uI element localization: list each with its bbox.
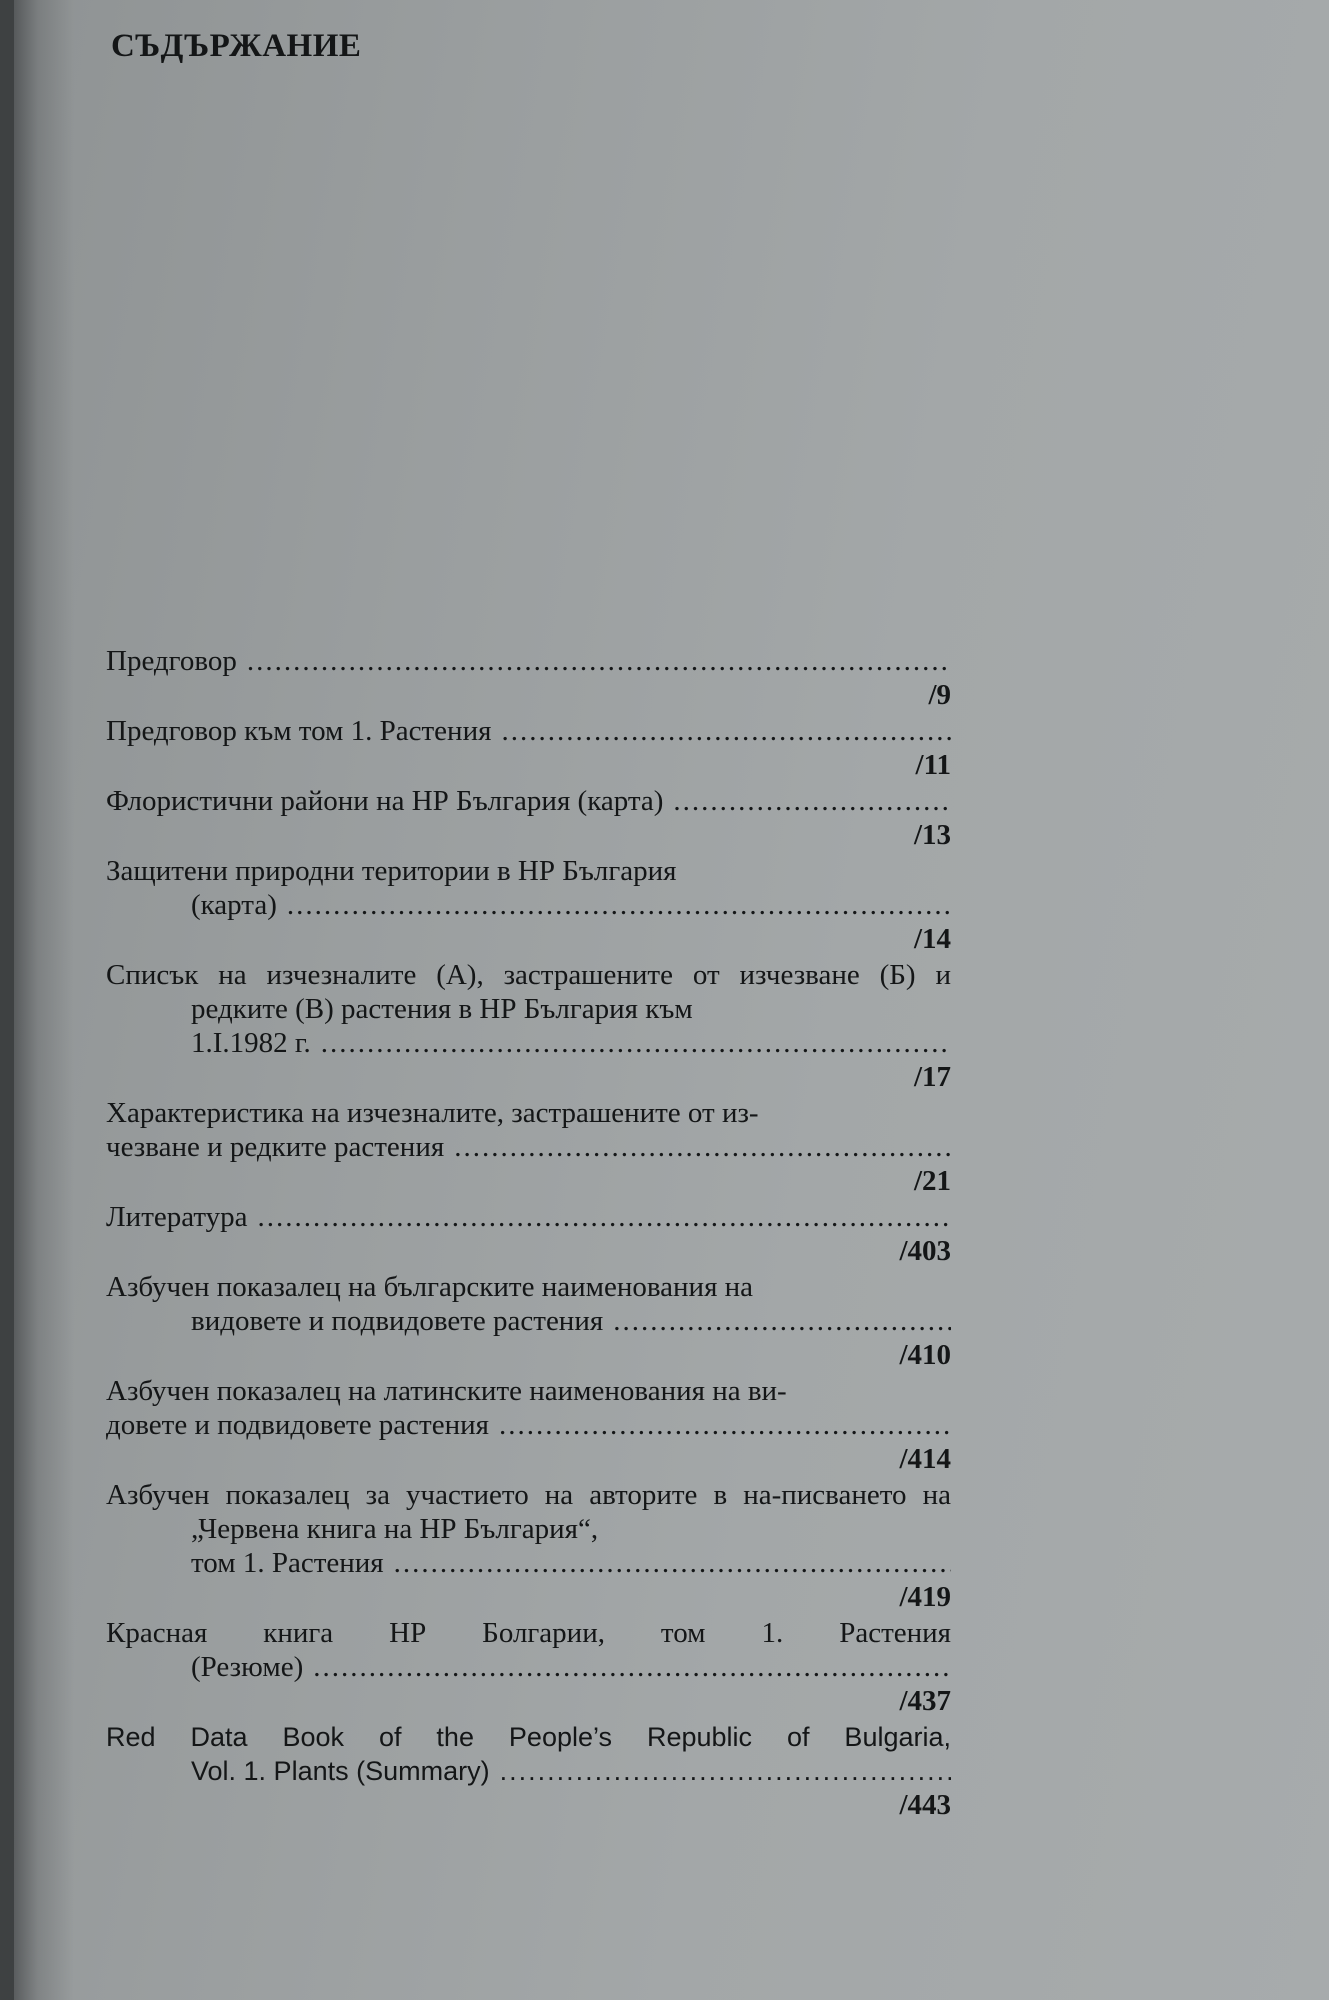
toc-entry-line (106, 888, 951, 922)
toc-entry (106, 854, 951, 956)
toc-entry (106, 1200, 951, 1268)
toc-entry-title-cont: Vol. 1. Plants (Summary) (191, 1756, 490, 1786)
toc-entry-title: Флористични райони на НР България (карта) (106, 785, 664, 817)
toc-entry-line (106, 644, 951, 678)
toc-entry-line (106, 1200, 951, 1234)
toc-entry-title: Предговор към том 1. Растения (106, 715, 492, 747)
toc-page-number: /410 (899, 1339, 951, 1371)
toc-entry-title: Азбучен показалец на латинските наименования на ви- (106, 1375, 787, 1407)
toc-entry-line (106, 784, 951, 818)
dot-leader (499, 1408, 951, 1442)
toc-entry (106, 714, 951, 782)
toc-page-number: /419 (899, 1581, 951, 1613)
toc-entry-line (106, 1130, 951, 1164)
toc-entry (106, 1720, 951, 1822)
book-page (14, 0, 1329, 2000)
toc-entry-line (106, 1754, 951, 1788)
toc-entry-line (106, 1026, 951, 1060)
toc-entry-line (106, 1650, 951, 1684)
dot-leader (394, 1546, 951, 1580)
toc-entry (106, 784, 951, 852)
dot-leader (287, 888, 951, 922)
toc-entry-line (106, 1304, 951, 1338)
dot-leader (313, 1650, 951, 1684)
toc-entry-title-cont: 1.I.1982 г. (191, 1027, 311, 1059)
gutter-shadow (14, 0, 74, 2000)
toc-entry-title: Азбучен показалец на българските наименования на (106, 1271, 754, 1303)
dot-leader (321, 1026, 951, 1060)
toc-page-number: /17 (913, 1061, 951, 1093)
toc-page-number: /443 (899, 1789, 951, 1821)
toc-page-number: /21 (913, 1165, 951, 1197)
toc-entry-title: Литература (106, 1201, 248, 1233)
toc-entry-title-cont: (Резюме) (191, 1651, 304, 1683)
toc-entry-title: Списък на изчезналите (А), застрашените от изчезване (Б) и редките (В) растения в НР България към (106, 959, 951, 1025)
toc-entry-title: Red Data Book of the People’s Republic of Bulgaria, (106, 1722, 951, 1752)
dot-leader (258, 1200, 951, 1234)
toc-entry-title-cont: чезване и редките растения (106, 1131, 445, 1163)
toc-entry (106, 1374, 951, 1476)
dot-leader (673, 784, 951, 818)
toc-entry-line (106, 1408, 951, 1442)
toc-page-number: /437 (899, 1685, 951, 1717)
toc-entry-title-cont: видовете и подвидовете растения (191, 1305, 604, 1337)
toc-entry-title-cont: том 1. Растения (191, 1547, 384, 1579)
toc-page-number: /414 (899, 1443, 951, 1475)
dot-leader (501, 714, 951, 748)
toc-page-number: /14 (913, 923, 951, 955)
toc-entry (106, 958, 951, 1094)
dot-leader (247, 644, 951, 678)
toc-entry (106, 644, 951, 712)
toc-entry-line (106, 714, 951, 748)
table-of-contents (106, 644, 951, 1824)
toc-entry-title: Азбучен показалец за участието на авторите в на-писването на „Червена книга на НР България“, (106, 1479, 951, 1545)
toc-page-number: /9 (928, 679, 951, 711)
dot-leader (454, 1130, 951, 1164)
dot-leader (500, 1754, 951, 1788)
toc-entry (106, 1270, 951, 1372)
toc-entry (106, 1616, 951, 1718)
toc-page-number: /403 (899, 1235, 951, 1267)
toc-entry-title: Предговор (106, 645, 237, 677)
page-title: СЪДЪРЖАНИЕ (111, 28, 362, 64)
toc-page-number: /13 (913, 819, 951, 851)
toc-page-number: /11 (915, 749, 951, 781)
toc-entry-line (106, 1546, 951, 1580)
dot-leader (613, 1304, 951, 1338)
toc-entry-title: Красная книга НР Болгарии, том 1. Растения (106, 1617, 951, 1649)
toc-entry-title: Защитени природни територии в НР България (106, 855, 677, 887)
toc-entry (106, 1478, 951, 1614)
toc-entry (106, 1096, 951, 1198)
toc-entry-title-cont: (карта) (191, 889, 277, 921)
toc-entry-title-cont: довете и подвидовете растения (106, 1409, 489, 1441)
toc-entry-title: Характеристика на изчезналите, застрашените от из- (106, 1097, 759, 1129)
